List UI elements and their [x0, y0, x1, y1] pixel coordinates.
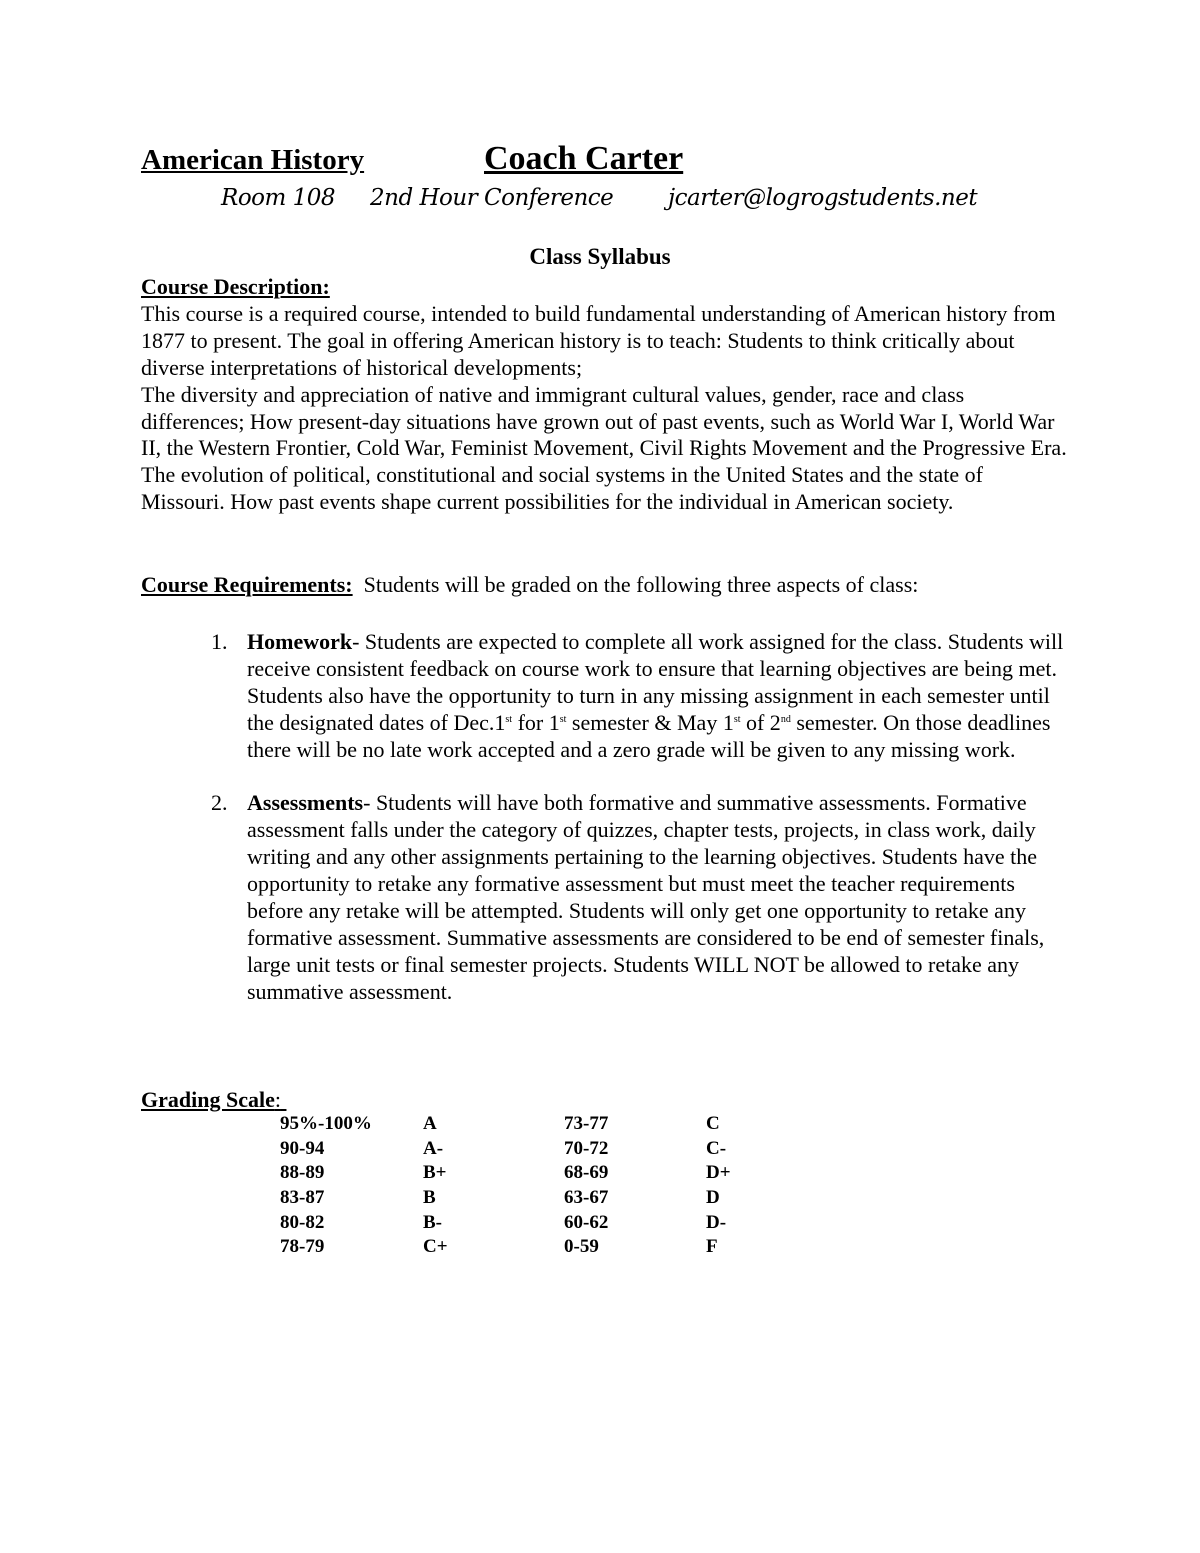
letter-grade: A — [423, 1113, 437, 1134]
grade-range: 80-82 — [280, 1211, 325, 1233]
room-number: Room 108 — [221, 185, 336, 211]
table-row — [0, 1113, 1200, 1138]
letter-grade: B+ — [423, 1162, 447, 1184]
letter-grade: B- — [423, 1211, 442, 1233]
table-row — [0, 1187, 1200, 1212]
course-description-paragraph-1: This course is a required course, intended to build fundamental understanding of American history from 1877 to present. The goal in offering American history is to teach: Students to think critically about diverse interpretations of historical developments; — [141, 300, 1056, 380]
list-number: 1. — [211, 629, 228, 654]
letter-grade: C+ — [423, 1236, 448, 1258]
grade-range: 88-89 — [280, 1162, 325, 1184]
homework-text-b: for 1 — [512, 710, 560, 735]
grading-scale-heading-text: Grading Scale — [141, 1087, 275, 1112]
grade-range: 95%-100% — [280, 1113, 372, 1134]
letter-grade: C — [706, 1113, 720, 1134]
assessments-text: - Students will have both formative and summative assessments. Formative assessment falls under the category of quizzes, chapter tests, projects, in class work, daily writing and any other assignments pertaining to the learning objectives. Students have the opportunity to retake any formative assessment but must meet the teacher requirements before any retake will be attempted. Students will only get one opportunity to retake any formative assessment. Summative assessments are considered to be end of semester finals, large unit tests or final semester projects. Students WILL NOT be allowed to retake any summative assessment. — [247, 790, 1045, 1004]
course-requirements-heading: Course Requirements: — [141, 572, 353, 597]
homework-text-a: - Students are expected to complete all work assigned for the class. Students will receive consistent feedback on course work to ensure that learning objectives are being met. Students also have the opportunity to turn in any missing assignment in each semester until the designated dates of Dec.1 — [247, 629, 1064, 735]
ordinal-suffix: st — [733, 714, 741, 725]
table-row — [0, 1162, 1200, 1187]
letter-grade: D+ — [706, 1162, 731, 1184]
letter-grade: D- — [706, 1211, 727, 1233]
syllabus-title: Class Syllabus — [529, 244, 671, 269]
grade-range: 70-72 — [564, 1137, 609, 1159]
grading-scale-colon: : — [274, 1087, 281, 1112]
grading-scale-heading — [141, 1087, 286, 1113]
grade-range: 60-62 — [564, 1211, 609, 1233]
course-description-paragraph-2: The diversity and appreciation of native and immigrant cultural values, gender, race and class differences; How present-day situations have grown out of past events, such as World War I, World War II, the Western Frontier, Cold War, Feminist Movement, Civil Rights Movement and the Progressive Era. The evolution of political, constitutional and social systems in the United States and the state of Missouri. How past events shape current possibilities for the individual in American society. — [141, 381, 1067, 515]
homework-text-c: semester & May 1 — [566, 710, 734, 735]
assessments-title: Assessments — [247, 790, 364, 815]
grade-range: 73-77 — [564, 1113, 609, 1134]
course-requirements — [141, 571, 1091, 598]
letter-grade: F — [706, 1236, 718, 1258]
ordinal-suffix: nd — [780, 714, 791, 725]
table-row — [0, 1236, 1200, 1261]
requirements-list — [211, 628, 1071, 1005]
letter-grade: C- — [706, 1137, 727, 1159]
homework-title: Homework — [247, 629, 353, 654]
teacher-email: jcarter@logrogstudents.net — [668, 185, 978, 211]
list-item — [211, 628, 1071, 763]
course-requirements-intro: Students will be graded on the following three aspects of class: — [363, 572, 919, 597]
list-item — [211, 789, 1071, 1005]
course-title: American History — [141, 144, 365, 176]
grade-range: 68-69 — [564, 1162, 609, 1184]
table-row — [0, 1212, 1200, 1237]
course-description — [141, 274, 1071, 516]
grade-range: 83-87 — [280, 1187, 325, 1209]
grading-scale-table — [0, 1113, 1200, 1261]
letter-grade: B — [423, 1187, 436, 1209]
ordinal-suffix: st — [559, 714, 567, 725]
grade-range: 78-79 — [280, 1236, 325, 1258]
grade-range: 90-94 — [280, 1137, 325, 1159]
grade-range: 0-59 — [564, 1236, 599, 1258]
grade-range: 63-67 — [564, 1187, 609, 1209]
letter-grade: D — [706, 1187, 720, 1209]
homework-text-e: semester. On those deadlines there will be no late work accepted and a zero grade will be given to any missing work. — [247, 710, 1051, 762]
teacher-name: Coach Carter — [484, 140, 684, 177]
ordinal-suffix: st — [505, 714, 513, 725]
letter-grade: A- — [423, 1137, 444, 1159]
course-description-heading: Course Description: — [141, 274, 330, 299]
table-row — [0, 1138, 1200, 1163]
list-number: 2. — [211, 790, 228, 815]
conference-hour: 2nd Hour Conference — [370, 185, 614, 211]
homework-text-d: of 2 — [740, 710, 781, 735]
